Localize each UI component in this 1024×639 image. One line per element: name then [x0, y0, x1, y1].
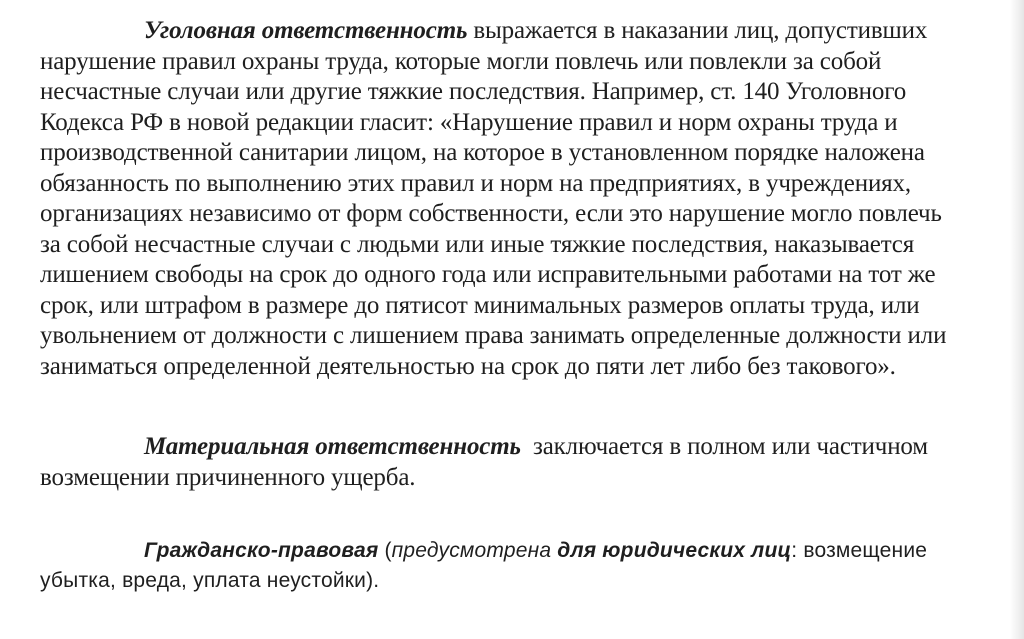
paragraph-line: заниматься определенной деятельностью на срок до пяти лет либо без такового».	[40, 352, 896, 380]
paragraph-text: заключается в полном или частичном	[520, 433, 928, 460]
civil-liability-paragraph	[40, 536, 1000, 596]
paragraph-text: (	[378, 539, 392, 562]
paragraph-text: : возмещение	[791, 539, 928, 562]
legal-entities-text: для юридических лиц	[557, 539, 792, 562]
paragraph-line: Кодекса РФ в новой редакции гласит: «Нарушение правил и норм охраны труда и	[40, 108, 898, 136]
paragraph-line: обязанность по выполнению этих правил и норм на предприятиях, в учреждениях,	[40, 169, 911, 197]
civil-liability-term: Гражданско-правовая	[144, 539, 379, 562]
paragraph-line: нарушение правил охраны труда, которые могли повлечь или повлекли за собой	[40, 47, 882, 75]
page-edge-shadow	[1010, 0, 1024, 639]
paragraph-line: убытка, вреда, уплата неустойки).	[40, 569, 380, 592]
paragraph-line: возмещении причиненного ущерба.	[40, 463, 416, 491]
paragraph-line: организациях независимо от форм собственности, если это нарушение могло повлечь	[40, 200, 942, 227]
paragraph-line: за собой несчастные случаи с людьми или иные тяжкие последствия, наказывается	[40, 230, 915, 258]
paragraph-line: производственной санитарии лицом, на которое в установленном порядке наложена	[40, 139, 925, 166]
paragraph-text: выражается в наказании лиц, допустивших	[467, 17, 928, 44]
paragraph-line: лишением свободы на срок до одного года или исправительными работами на тот же	[40, 261, 936, 288]
paragraph-line	[40, 536, 1000, 566]
paragraph-line: несчастные случаи или другие тяжкие последствия. Например, ст. 140 Уголовного	[40, 78, 907, 105]
paragraph-line	[40, 16, 1000, 47]
paragraph-line: срок, или штрафом в размере до пятисот минимальных размеров оплаты труда, или	[40, 291, 920, 319]
material-liability-term: Материальная ответственность	[144, 433, 521, 460]
italic-text: предусмотрена	[391, 539, 558, 562]
paragraph-line: увольнением от должности с лишением права занимать определенные должности или	[40, 322, 947, 349]
material-liability-paragraph	[40, 432, 1000, 493]
criminal-liability-paragraph	[40, 16, 1000, 382]
paragraph-line	[40, 432, 1000, 463]
criminal-liability-term: Уголовная ответственность	[144, 17, 468, 44]
